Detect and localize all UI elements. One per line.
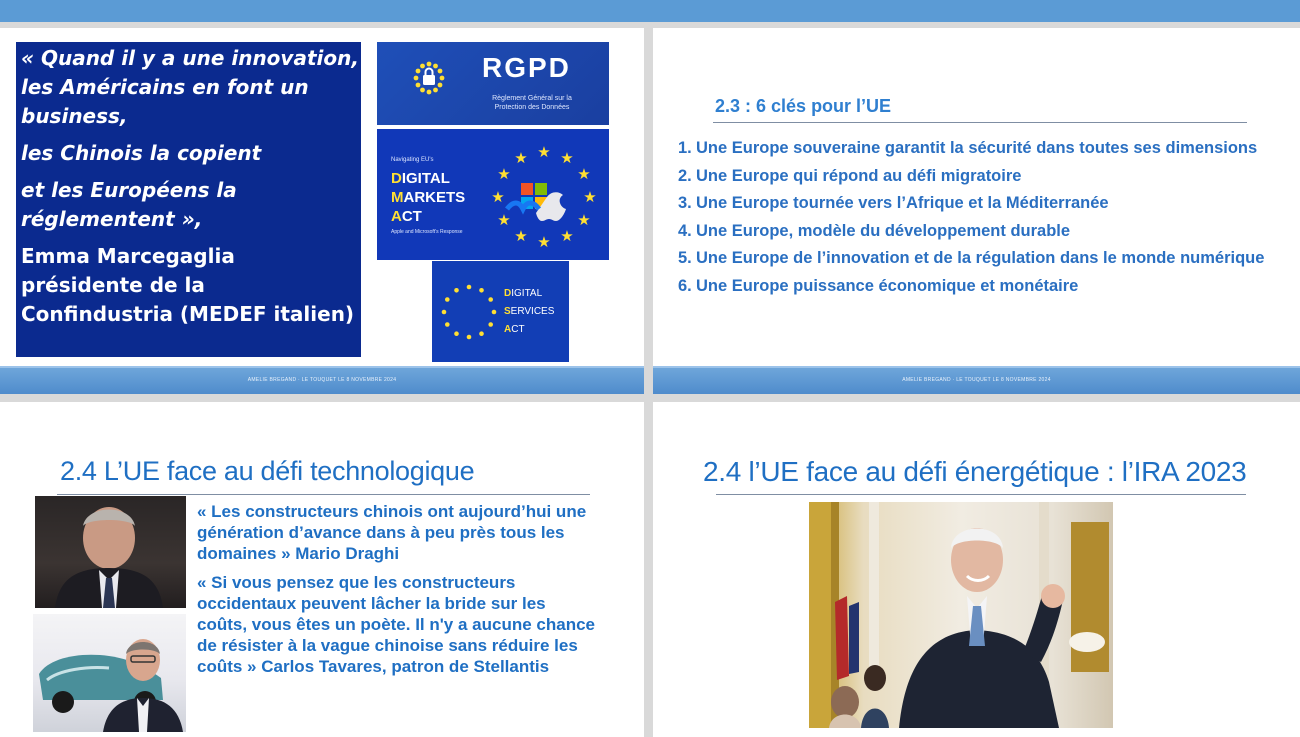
list-item: 4. Une Europe, modèle du développement durable bbox=[678, 221, 1071, 240]
list-item: 6. Une Europe puissance économique et monétaire bbox=[678, 276, 1079, 295]
slide-title: 2.4 l’UE face au défi énergétique : l’IRA 2023 bbox=[703, 456, 1247, 487]
slide-1-thumbnail[interactable] bbox=[0, 28, 644, 394]
eu-stars-apple-microsoft-icon bbox=[485, 141, 603, 253]
footer-text: AMELIE BREGAND · LE TOUQUET LE 8 NOVEMBRE 2024 bbox=[247, 377, 397, 383]
quote-author: Emma Marcegaglia présidente de la Confindustria (MEDEF italien) bbox=[21, 244, 355, 326]
svg-text:★: ★ bbox=[583, 188, 597, 206]
digital-services-act-logo bbox=[432, 261, 569, 362]
quote-line: et les Européens la bbox=[21, 178, 237, 202]
svg-text:★: ★ bbox=[577, 211, 591, 229]
event-photo-biden bbox=[809, 502, 1113, 728]
svg-text:★: ★ bbox=[560, 149, 574, 167]
rgpd-logo bbox=[377, 42, 609, 125]
svg-text:★: ★ bbox=[497, 211, 511, 229]
svg-text:★: ★ bbox=[577, 165, 591, 183]
svg-text:★: ★ bbox=[514, 149, 528, 167]
svg-text:★: ★ bbox=[560, 227, 574, 245]
portrait-photo-tavares bbox=[33, 614, 186, 732]
quote-line: business, bbox=[21, 104, 128, 128]
quote-box bbox=[16, 42, 361, 357]
slide-footer bbox=[653, 366, 1300, 394]
svg-text:★: ★ bbox=[491, 188, 505, 206]
slide-4-thumbnail[interactable] bbox=[653, 402, 1300, 737]
svg-text:★: ★ bbox=[497, 165, 511, 183]
rgpd-title: RGPD bbox=[482, 52, 571, 83]
slide-title: 2.4 L’UE face au défi technologique bbox=[60, 456, 475, 486]
dma-navigating-label: Navigating EU's bbox=[391, 157, 434, 163]
dsa-title: DIGITAL SERVICES ACT bbox=[504, 288, 555, 335]
keys-list bbox=[678, 136, 1278, 301]
quote-line: les Chinois la copient bbox=[21, 141, 262, 165]
portrait-photo-draghi bbox=[35, 496, 186, 608]
dma-response-label: Apple and Microsoft's Response bbox=[391, 229, 463, 235]
title-divider bbox=[716, 494, 1246, 495]
quote-line: « Quand il y a une innovation, bbox=[21, 46, 359, 70]
svg-text:★: ★ bbox=[514, 227, 528, 245]
dma-title: DIGITAL MARKETS ACT bbox=[391, 170, 466, 225]
digital-markets-act-logo bbox=[377, 129, 609, 260]
svg-text:★: ★ bbox=[537, 233, 551, 251]
eu-stars-icon bbox=[438, 281, 500, 343]
title-divider bbox=[713, 122, 1247, 123]
list-item: 2. Une Europe qui répond au défi migratoire bbox=[678, 166, 1022, 185]
eu-stars-lock-icon bbox=[377, 42, 457, 125]
list-item: 3. Une Europe tournée vers l’Afrique et la Méditerranée bbox=[678, 194, 1109, 212]
quote-draghi: « Les constructeurs chinois ont aujourd’hui une génération d’avance dans à peu près tous les domaines » Mario Draghi bbox=[197, 502, 587, 563]
footer-text: AMELIE BREGAND · LE TOUQUET LE 8 NOVEMBRE 2024 bbox=[902, 377, 1051, 383]
top-accent-bar bbox=[0, 0, 1300, 22]
svg-text:★: ★ bbox=[537, 143, 551, 161]
slide-footer bbox=[0, 366, 644, 394]
rgpd-subtitle: Règlement Général sur la Protection des Données bbox=[492, 95, 572, 111]
slide-2-thumbnail[interactable] bbox=[653, 28, 1300, 394]
slide-title: 2.3 : 6 clés pour l’UE bbox=[715, 96, 892, 116]
title-divider bbox=[57, 494, 590, 495]
list-item: 5. Une Europe de l’innovation et de la régulation dans le monde numérique bbox=[678, 249, 1265, 267]
quote-line: les Américains en font un bbox=[21, 75, 309, 99]
quotes-block bbox=[197, 501, 597, 685]
quote-line: réglementent », bbox=[21, 207, 203, 231]
slide-3-thumbnail[interactable] bbox=[0, 402, 644, 737]
quote-tavares: « Si vous pensez que les constructeurs occidentaux peuvent lâcher la bride sur les coûts, vous êtes un poète. Il n'y a aucune chance de résister à la vague chinoise sans réduire les coûts » Carlos Tavares, patron de Stellantis bbox=[197, 573, 595, 676]
list-item: 1. Une Europe souveraine garantit la sécurité dans toutes ses dimensions bbox=[678, 139, 1258, 157]
